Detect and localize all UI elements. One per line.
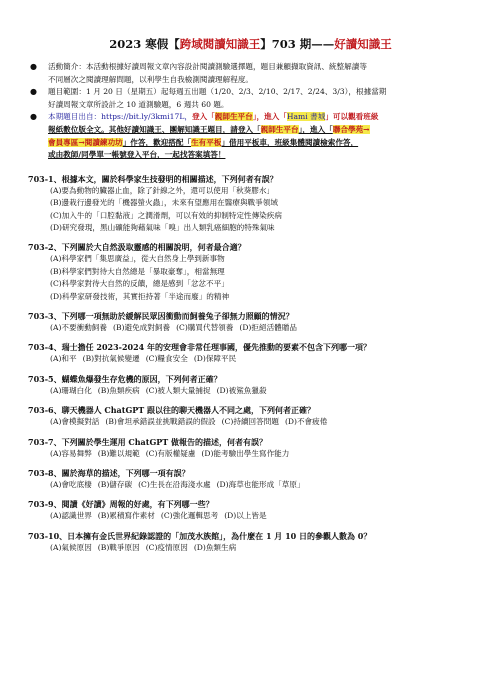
option-a[interactable]: (A)容易舞弊 bbox=[50, 448, 92, 458]
question-number: 703-8 bbox=[28, 468, 54, 479]
question-number: 703-1 bbox=[28, 173, 54, 184]
question-stem bbox=[28, 467, 473, 479]
option-a[interactable]: (A)認識世界 bbox=[50, 511, 92, 521]
question-6 bbox=[28, 404, 473, 428]
bullet-icon: ● bbox=[30, 62, 37, 71]
title-highlight: 跨域閱讀知識王 bbox=[179, 37, 261, 51]
question-number: 703-3 bbox=[28, 311, 54, 321]
option-c[interactable]: (C)購買代替領養 bbox=[176, 323, 234, 332]
question-stem bbox=[28, 341, 473, 353]
option-group bbox=[28, 322, 473, 334]
question-number: 703-7 bbox=[28, 436, 54, 447]
option-c[interactable]: (C)被人類大量捕捉 bbox=[145, 385, 211, 395]
option-a[interactable]: (A)珊瑚白化 bbox=[50, 385, 92, 395]
option-d[interactable]: (D)不會疲倦 bbox=[284, 417, 328, 427]
option-a[interactable]: (A)氣候原因 bbox=[50, 542, 92, 552]
question-list bbox=[28, 173, 473, 555]
question-8 bbox=[28, 467, 473, 491]
intro-text: 不同層次之閱讀理解問題，以利學生自我檢測閱讀理解程度。 bbox=[48, 74, 254, 84]
question-stem bbox=[28, 373, 473, 385]
title-prefix: 2023 寒假【 bbox=[109, 37, 180, 51]
question-stem bbox=[28, 241, 473, 253]
intro-text: 活動簡介：本活動根據好讀周報文章內容設計閱讀測驗選擇題，題目兼顧擷取資訊、統整解讀等 bbox=[48, 62, 367, 71]
option-c[interactable]: (C)科學家對待大自然的反饋，總是感到「忿忿不平」 bbox=[50, 279, 229, 289]
option-b[interactable]: (B)科學家們對待大自然總是「暴取豪奪」，相當無理 bbox=[50, 266, 225, 276]
question-text: 、下列關於學生運用 ChatGPT 做報告的描述，何者有誤？ bbox=[53, 436, 268, 447]
question-1 bbox=[28, 173, 473, 235]
option-b[interactable]: (B)會坦承錯誤並挑戰錯誤的假設 bbox=[105, 417, 216, 427]
option-group bbox=[28, 416, 473, 428]
intro-text: 好讀周報文章所設計之 10 道測驗題，6 週共 60 題。 bbox=[48, 99, 229, 109]
intro-text: 」，進入「 bbox=[298, 124, 333, 134]
platform-highlight-2: 親師生平台 bbox=[260, 124, 299, 134]
option-d[interactable]: (D)科學家研發技術，其實拒持著「半途而廢」的精神 bbox=[50, 291, 230, 301]
option-d[interactable]: (D)保障平民 bbox=[193, 354, 237, 364]
option-group bbox=[28, 253, 473, 303]
tablet-highlight: 生有平板 bbox=[191, 137, 222, 147]
question-text: 、聊天機器人 ChatGPT 跟以往的聊天機器人不同之處，下列何者正確？ bbox=[53, 405, 316, 416]
question-number: 703-5 bbox=[28, 373, 54, 384]
option-d[interactable]: (D)魚類生病 bbox=[193, 542, 237, 552]
question-stem bbox=[28, 310, 473, 322]
academy-highlight: 聯合學苑→ bbox=[332, 124, 370, 134]
question-number: 703-6 bbox=[28, 405, 54, 416]
question-stem bbox=[28, 530, 473, 542]
question-number: 703-4 bbox=[28, 342, 54, 353]
intro-text: 題目範圍：1 月 20 日（星期五）起每週五出題（1/20、2/3、2/10、2/17、2/24、3/3），根據當期 bbox=[48, 87, 387, 97]
question-number: 703-2 bbox=[28, 242, 54, 253]
hami-link[interactable]: Hami 書城 bbox=[286, 112, 326, 122]
question-number: 703-9 bbox=[28, 499, 54, 510]
question-text: 、蝴蝶魚爆發生存危機的原因，下列何者正確？ bbox=[53, 373, 222, 384]
question-stem bbox=[28, 404, 473, 416]
question-text: 、下列哪一項無助於緩解民眾因衝動而飼養兔子卻無力照顧的情況？ bbox=[53, 311, 294, 321]
option-c[interactable]: (C)加入牛的「口腔黏液」之潤滑劑，可以有效的抑制特定性傳染疾病 bbox=[50, 210, 282, 220]
question-stem bbox=[28, 436, 473, 448]
question-2 bbox=[28, 241, 473, 303]
option-group bbox=[28, 510, 473, 522]
question-stem bbox=[28, 173, 473, 185]
bullet-icon: ● bbox=[30, 87, 37, 97]
intro-text: 報紙數位版全文。其他好讀知識王、團解知識王題目，請登入「 bbox=[48, 124, 261, 134]
option-d[interactable]: (D)研究發現，黑山礦能夠藉氣味「嗅」出人類乳癌細胞的特殊氣味 bbox=[50, 222, 275, 232]
intro-text: 」，進入「 bbox=[252, 112, 287, 122]
intro-text: 」借用平板車，班級集體閱讀檢索作答， bbox=[221, 137, 359, 147]
option-d[interactable]: (D)以上皆是 bbox=[224, 511, 267, 521]
intro-text: 登入「 bbox=[191, 112, 215, 122]
option-b[interactable]: (B)儲存碳 bbox=[97, 480, 133, 490]
question-text: 、閱讀《好讀》周報的好處，有下列哪一些？ bbox=[53, 499, 214, 510]
option-a[interactable]: (A)要為動物的臟器止血，除了針線之外，還可以使用「秋葵膠水」 bbox=[50, 185, 275, 195]
option-b[interactable]: (B)對抗氣候變遷 bbox=[82, 354, 140, 364]
option-c[interactable]: (C)有版權疑慮 bbox=[145, 448, 196, 458]
platform-highlight: 親師生平台 bbox=[214, 112, 253, 122]
question-text: 、根據本文，關於科學家生技發明的相關描述，下列何者有誤？ bbox=[53, 173, 278, 184]
option-a[interactable]: (A)科學家們「集思廣益」，從大自然身上學到新事物 bbox=[50, 254, 225, 264]
source-link[interactable]: 本期題目出自：https://bit.ly/3kmi17L， bbox=[48, 112, 192, 122]
option-b[interactable]: (B)邊栽行邊發光的「機器螢火蟲」，未來有望應用在醫療與戰爭領域 bbox=[50, 198, 278, 208]
intro-item-source bbox=[28, 111, 473, 161]
question-text: 、瑞士擔任 2023-2024 年的安理會非常任理事國，優先推動的要素不包含下列哪一項？ bbox=[53, 342, 372, 353]
option-c[interactable]: (C)強化邏輯思考 bbox=[160, 511, 219, 521]
question-stem bbox=[28, 498, 473, 510]
option-d[interactable]: (D)拒絕活體贈品 bbox=[239, 323, 297, 332]
question-number: 703-10 bbox=[28, 530, 60, 541]
option-b[interactable]: (B)戰爭原因 bbox=[97, 542, 140, 552]
option-group bbox=[28, 385, 473, 397]
question-4 bbox=[28, 341, 473, 365]
option-c[interactable]: (C)持續回答問題 bbox=[221, 417, 279, 427]
intro-text: 」可以觀看班級 bbox=[325, 112, 379, 122]
option-group bbox=[28, 353, 473, 365]
question-text: 、下列關於大自然汲取靈感的相關說明，何者最合適？ bbox=[53, 242, 246, 253]
option-c[interactable]: (C)疫情原因 bbox=[145, 542, 188, 552]
option-b[interactable]: (B)累積寫作素材 bbox=[97, 511, 155, 521]
option-a[interactable]: (A)不要衝動飼養 bbox=[50, 323, 107, 332]
intro-list bbox=[28, 61, 473, 162]
question-9 bbox=[28, 498, 473, 522]
option-c[interactable]: (C)生長在沿海淺水處 bbox=[138, 480, 211, 490]
intro-text: 」作答，歡迎搭配「 bbox=[122, 137, 192, 147]
option-a[interactable]: (A)會模擬對話 bbox=[50, 417, 100, 427]
intro-item-activity bbox=[28, 61, 473, 86]
question-text: 、關於海草的描述，下列哪一項有誤？ bbox=[53, 468, 190, 479]
intro-item-range bbox=[28, 86, 473, 111]
option-d[interactable]: (D)被鯊魚獵殺 bbox=[216, 385, 267, 395]
option-d[interactable]: (D)海草也能形成「草原」 bbox=[216, 480, 305, 490]
option-group bbox=[28, 542, 473, 554]
title-middle: 】703 期—— bbox=[260, 37, 335, 51]
option-a[interactable]: (A)會吃底棲 bbox=[50, 480, 92, 490]
option-b[interactable]: (B)難以規範 bbox=[97, 448, 140, 458]
bullet-icon: ● bbox=[30, 112, 37, 122]
question-7 bbox=[28, 436, 473, 460]
option-c[interactable]: (C)糧食安全 bbox=[145, 354, 188, 364]
option-group bbox=[28, 448, 473, 460]
title-highlight-2: 好讀知識王 bbox=[334, 37, 392, 51]
option-b[interactable]: (B)避免成對飼養 bbox=[112, 323, 171, 332]
question-10 bbox=[28, 530, 473, 554]
question-5 bbox=[28, 373, 473, 397]
option-b[interactable]: (B)魚類疾病 bbox=[97, 385, 140, 395]
member-area-highlight: 會員專區→閱讀練功坊 bbox=[48, 137, 123, 147]
option-d[interactable]: (D)能考驗出學生寫作能力 bbox=[201, 448, 290, 458]
option-group bbox=[28, 185, 473, 235]
option-a[interactable]: (A)和平 bbox=[50, 354, 77, 364]
option-group bbox=[28, 479, 473, 491]
intro-text: 或由教師/同學單一帳號登入平台，一起找答案填答！ bbox=[48, 150, 226, 160]
question-3 bbox=[28, 310, 473, 334]
question-text: 、日本擁有金氏世界紀錄認證的「加茂水族館」，為什麼在 1 月 10 日的參觀人數為 0？ bbox=[59, 530, 372, 541]
page-title bbox=[28, 36, 473, 52]
